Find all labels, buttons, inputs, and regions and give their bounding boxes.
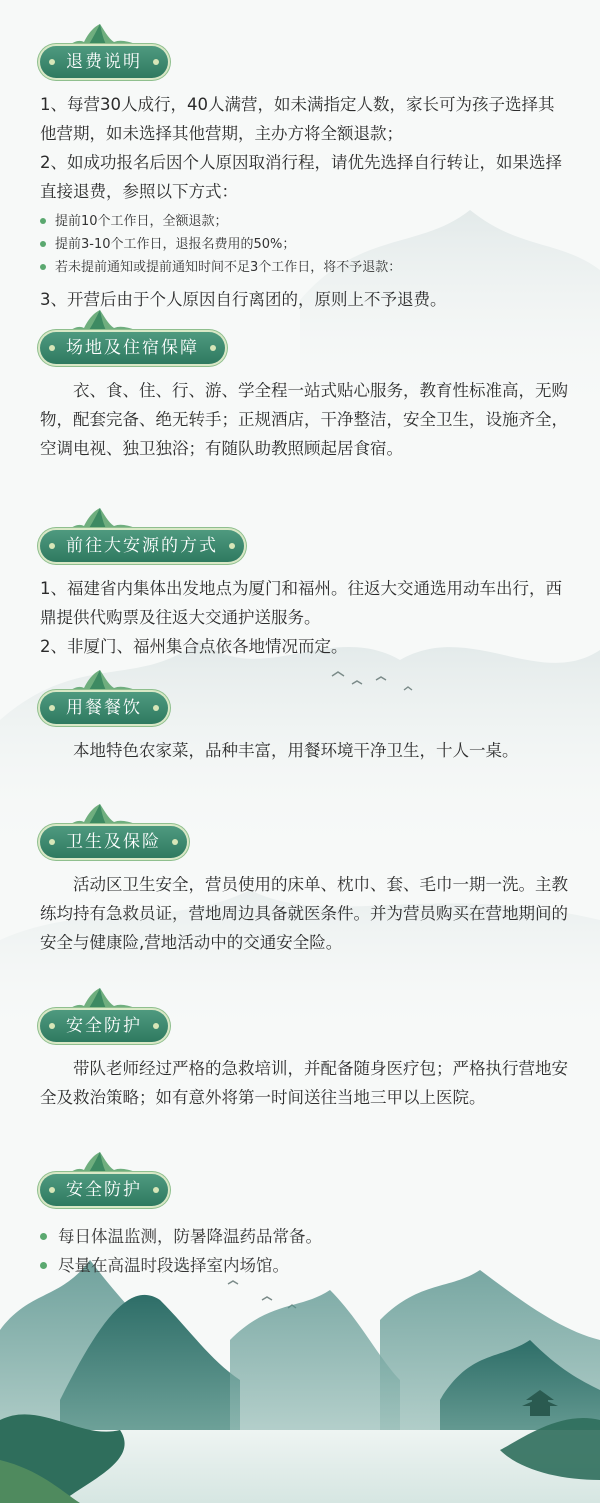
section-header [40, 826, 200, 870]
section-refund [0, 46, 600, 314]
section-title: 前往大安源的方式 [40, 530, 244, 562]
paragraph: 活动区卫生安全，营员使用的床单、枕巾、套、毛巾一期一洗。主教练均持有急救员证，营地周边具备就医条件。并为营员购买在营地期间的安全与健康险,营地活动中的交通安全险。 [40, 875, 568, 952]
bullet-dot-icon [40, 241, 46, 247]
section-title: 安全防护 [40, 1174, 168, 1206]
paragraph: 1、福建省内集体出发地点为厦门和福州。往返大交通选用动车出行，西鼎提供代购票及往返大交通护送服务。 [40, 579, 562, 627]
bullet-dot-icon [40, 218, 46, 224]
section-title: 卫生及保险 [40, 826, 187, 858]
section-header [40, 332, 200, 376]
section-transport [0, 530, 600, 661]
section-header [40, 46, 200, 90]
section-venue [0, 332, 600, 463]
section-title: 安全防护 [40, 1010, 168, 1042]
section-title: 退费说明 [40, 46, 168, 78]
section-safety [0, 1010, 600, 1112]
section-safety-health [0, 1174, 600, 1286]
list-item: 若未提前通知或提前通知时间不足3个工作日，将不予退款： [40, 256, 568, 279]
paragraph: 带队老师经过严格的急救培训，并配备随身医疗包；严格执行营地安全及救治策略；如有意外将第一时间送往当地三甲以上医院。 [40, 1059, 568, 1107]
list-item: 提前3-10个工作日，退报名费用的50%； [40, 233, 568, 256]
section-header [40, 1174, 200, 1218]
section-title: 场地及住宿保障 [40, 332, 225, 364]
paragraph: 2、非厦门、福州集合点依各地情况而定。 [40, 637, 348, 656]
section-meals [0, 692, 600, 765]
list-item: 提前10个工作日，全额退款； [40, 210, 568, 233]
bullet-dot-icon [40, 264, 46, 270]
section-header [40, 692, 200, 736]
section-header [40, 1010, 200, 1054]
bullet-list [40, 210, 568, 279]
bullet-dot-icon [40, 1262, 47, 1269]
paragraph: 衣、食、住、行、游、学全程一站式贴心服务，教育性标准高，无购物，配套完备、绝无转手；正规酒店，干净整洁，安全卫生，设施齐全，空调电视、独卫独浴；有随队助教照顾起居食宿。 [40, 381, 568, 458]
paragraph: 2、如成功报名后因个人原因取消行程，请优先选择自行转让，如果选择直接退费，参照以下方式： [40, 153, 562, 201]
bullet-list [40, 1222, 568, 1280]
paragraph: 本地特色农家菜，品种丰富，用餐环境干净卫生，十人一桌。 [73, 741, 519, 760]
paragraph: 3、开营后由于个人原因自行离团的，原则上不予退费。 [40, 290, 447, 309]
paragraph: 1、每营30人成行，40人满营，如未满指定人数，家长可为孩子选择其他营期，如未选择其他营期，主办方将全额退款； [40, 95, 555, 143]
section-insurance [0, 826, 600, 957]
list-item: 每日体温监测，防暑降温药品常备。 [40, 1222, 568, 1251]
section-title: 用餐餐饮 [40, 692, 168, 724]
list-item: 尽量在高温时段选择室内场馆。 [40, 1251, 568, 1280]
section-header [40, 530, 218, 574]
bullet-dot-icon [40, 1233, 47, 1240]
